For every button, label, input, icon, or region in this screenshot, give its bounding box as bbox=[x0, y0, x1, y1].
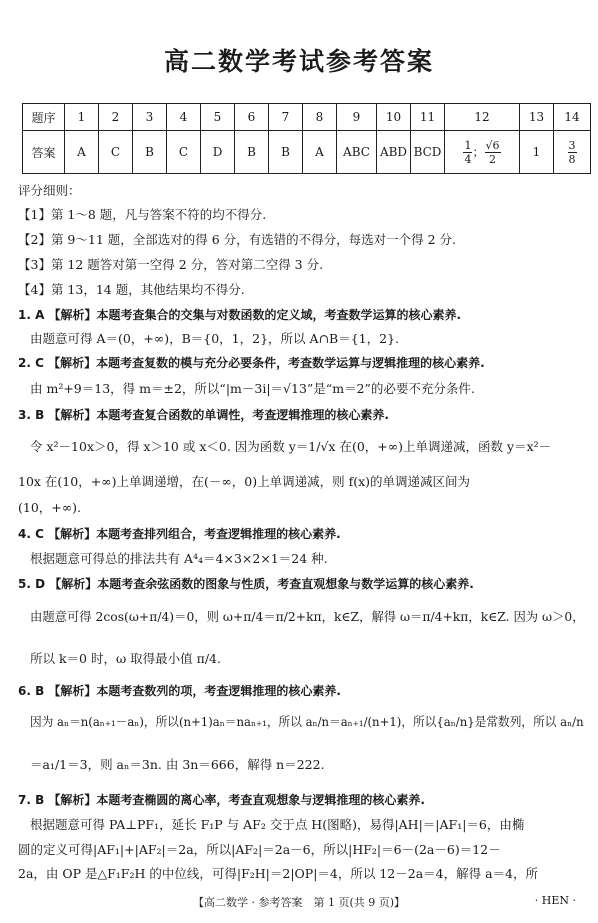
solution-line: 令 x²－10x＞0，得 x＞10 或 x＜0. 因为函数 y＝1/√x 在(0，+∞)上单调递减，函数 y＝x²－ bbox=[30, 439, 552, 454]
answer-cell: A bbox=[303, 131, 337, 174]
answer-row bbox=[23, 131, 591, 174]
question-number: 4 bbox=[167, 104, 201, 131]
solution-heading: 4. C 【解析】本题考查排列组合，考查逻辑推理的核心素养. bbox=[18, 527, 341, 541]
solution-line: 根据题意可得总的排法共有 A⁴₄＝4×3×2×1＝24 种. bbox=[30, 551, 328, 566]
answer-label: 答案 bbox=[23, 131, 65, 174]
rubric-heading: 评分细则： bbox=[18, 183, 81, 198]
fraction: $\frac{1}{4}$ bbox=[464, 138, 472, 166]
solution-line: 所以 k＝0 时，ω 取得最小值 π/4. bbox=[30, 651, 221, 666]
question-number: 8 bbox=[303, 104, 337, 131]
answer-cell: A bbox=[65, 131, 99, 174]
fraction: $\frac{√6}{2}$ bbox=[485, 138, 500, 166]
solution-line: 因为 aₙ＝n(aₙ₊₁－aₙ)，所以(n+1)aₙ＝naₙ₊₁，所以 aₙ/n＝aₙ₊₁/(n+1)，所以{aₙ/n}是常数列，所以 aₙ/n bbox=[30, 714, 584, 729]
rubric-rule: 【2】第 9～11 题，全部选对的得 6 分，有选错的不得分，每选对一个得 2 分. bbox=[18, 232, 457, 247]
answer-cell: ABC bbox=[337, 131, 377, 174]
question-number: 14 bbox=[554, 104, 591, 131]
question-number-row bbox=[23, 104, 591, 131]
solution-heading: 5. D 【解析】本题考查余弦函数的图象与性质，考查直观想象与数学运算的核心素养. bbox=[18, 577, 474, 591]
question-number: 10 bbox=[377, 104, 411, 131]
answer-cell-q12: $\frac{1}{4}$ ； $\frac{√6}{2}$ bbox=[445, 131, 520, 174]
answer-table bbox=[22, 103, 591, 174]
solution-line: ＝a₁/1＝3，则 aₙ＝3n. 由 3n＝666，解得 n＝222. bbox=[30, 757, 325, 772]
question-number: 13 bbox=[520, 104, 554, 131]
solution-line: 根据题意可得 PA⊥PF₁，延长 F₁P 与 AF₂ 交于点 H(图略)，易得|AH|＝|AF₁|＝6，由椭 bbox=[30, 817, 525, 832]
footer-code: · HEN · bbox=[534, 894, 576, 907]
solution-line: (10，+∞). bbox=[18, 500, 82, 515]
answer-cell: B bbox=[133, 131, 167, 174]
answer-cell: ABD bbox=[377, 131, 411, 174]
solution-line: 圆的定义可得|AF₁|+|AF₂|＝2a，所以|AF₂|＝2a－6，所以|HF₂|＝6－(2a－6)＝12－ bbox=[18, 842, 501, 857]
answer-cell: B bbox=[235, 131, 269, 174]
answer-cell-q14 bbox=[554, 131, 591, 174]
solution-line: 10x 在(10，+∞)上单调递增，在(－∞，0)上单调递减，则 f(x)的单调递减区间为 bbox=[18, 474, 470, 489]
question-number: 11 bbox=[411, 104, 445, 131]
rubric-rule: 【3】第 12 题答对第一空得 2 分，答对第二空得 3 分. bbox=[18, 257, 324, 272]
solution-line: 2a，由 OP 是△F₁F₂H 的中位线，可得|F₂H|＝2|OP|＝4，所以 12－2a＝4，解得 a＝4，所 bbox=[18, 866, 538, 881]
answer-cell: D bbox=[201, 131, 235, 174]
question-number: 12 bbox=[445, 104, 520, 131]
answer-cell: C bbox=[167, 131, 201, 174]
question-number: 9 bbox=[337, 104, 377, 131]
solution-line: 由 m²+9＝13，得 m＝±2，所以“|m－3i|＝√13”是“m＝2”的必要不充分条件. bbox=[30, 381, 475, 396]
row-header-label: 题序 bbox=[23, 104, 65, 131]
question-number: 6 bbox=[235, 104, 269, 131]
question-number: 3 bbox=[133, 104, 167, 131]
solution-heading: 7. B 【解析】本题考查椭圆的离心率，考查直观想象与逻辑推理的核心素养. bbox=[18, 793, 425, 807]
question-number: 2 bbox=[99, 104, 133, 131]
solution-heading: 1. A 【解析】本题考查集合的交集与对数函数的定义域，考查数学运算的核心素养. bbox=[18, 308, 462, 322]
rubric-rule: 【1】第 1～8 题，凡与答案不符的均不得分. bbox=[18, 207, 267, 222]
answer-cell: BCD bbox=[411, 131, 445, 174]
question-number: 5 bbox=[201, 104, 235, 131]
question-number: 7 bbox=[269, 104, 303, 131]
solution-line: 由题意可得 2cos(ω+π/4)＝0，则 ω+π/4＝π/2+kπ，k∈Z，解得 ω＝π/4+kπ，k∈Z. 因为 ω＞0， bbox=[30, 609, 585, 624]
solution-heading: 6. B 【解析】本题考查数列的项，考查逻辑推理的核心素养. bbox=[18, 684, 341, 698]
page-title: 高二数学考试参考答案 bbox=[163, 47, 434, 76]
solution-line: 由题意可得 A＝(0，+∞)，B＝{0，1，2}，所以 A∩B＝{1，2}. bbox=[30, 331, 399, 346]
answer-cell: B bbox=[269, 131, 303, 174]
solution-heading: 3. B 【解析】本题考查复合函数的单调性，考查逻辑推理的核心素养. bbox=[18, 408, 389, 422]
fraction: $\frac{3}{8}$ bbox=[568, 138, 576, 166]
question-number: 1 bbox=[65, 104, 99, 131]
answer-cell: 1 bbox=[520, 131, 554, 174]
answer-cell: C bbox=[99, 131, 133, 174]
solution-heading: 2. C 【解析】本题考查复数的模与充分必要条件，考查数学运算与逻辑推理的核心素养. bbox=[18, 356, 485, 370]
rubric-rule: 【4】第 13，14 题，其他结果均不得分. bbox=[18, 282, 245, 297]
page-footer: 【高二数学 · 参考答案 第 1 页(共 9 页)】 bbox=[192, 896, 406, 909]
